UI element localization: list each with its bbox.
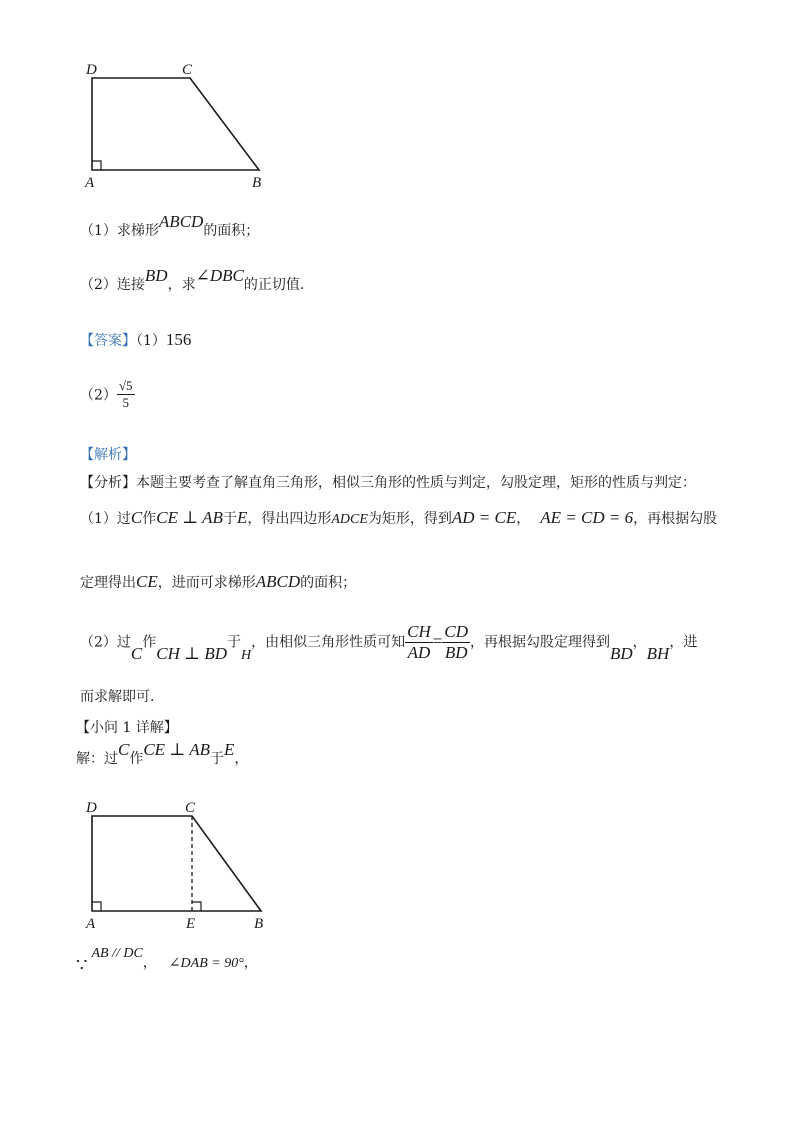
q2-text-2: ，求 <box>167 277 196 293</box>
s2-t6: ， <box>632 634 647 651</box>
detail-line <box>76 740 249 768</box>
s1-t4: ，得出四边形 <box>247 511 332 527</box>
because-t1: ， <box>142 955 157 971</box>
because-line <box>76 946 258 976</box>
analysis-summary: 【分析】本题主要考查了解直角三角形，相似三角形的性质与判定，勾股定理，矩形的性质与判定： <box>80 475 696 491</box>
right-angle-mark-a <box>92 902 101 911</box>
s2-t1: 过 <box>116 634 131 651</box>
right-angle-mark <box>92 161 101 170</box>
detail-t3: 于 <box>210 751 225 767</box>
label-C: C <box>185 800 196 816</box>
s1b-m1: CE <box>136 572 158 591</box>
answer-line-1 <box>80 330 191 350</box>
q1-num: （1） <box>80 223 117 239</box>
s2-m3: H <box>241 647 252 663</box>
question-1 <box>80 212 260 240</box>
q2-math-angle: ∠DBC <box>195 266 244 285</box>
analysis-step-2-cont: 而求解即可. <box>80 689 155 705</box>
s1-m2: CE ⊥ AB <box>156 508 223 527</box>
detail-t1: 解：过 <box>76 751 118 767</box>
detail-m2: CE ⊥ AB <box>143 740 211 759</box>
answer-tag: 【答案】 <box>80 333 136 349</box>
s1-m1: C <box>130 508 143 527</box>
answer-1-num: （1） <box>136 333 166 349</box>
question-2 <box>80 266 305 294</box>
label-A: A <box>85 175 95 191</box>
s2-f1-den: AD <box>407 643 431 662</box>
s1-t1: 过 <box>116 511 131 527</box>
detail-tag: 【小问 1 详解】 <box>76 720 178 736</box>
s2-m2: CH ⊥ BD <box>156 643 228 663</box>
s2-t5: ，再根据勾股定理得到 <box>470 634 610 651</box>
s1-m4: ADCE <box>331 512 368 527</box>
s1-t5: 为矩形，得到 <box>367 511 452 527</box>
analysis-step-1 <box>80 508 717 528</box>
s1-t7: ，再根据勾股 <box>633 511 718 527</box>
s1b-t2: ，进而可求梯形 <box>157 575 256 591</box>
detail-m1: C <box>118 740 130 759</box>
s1-m3: E <box>236 508 248 527</box>
trapezoid-outline <box>92 78 259 170</box>
right-angle-mark-e <box>192 902 201 911</box>
answer-2-denominator: 5 <box>122 395 129 410</box>
s2-t2: 作 <box>142 634 157 651</box>
s2-m5: BH <box>646 643 670 663</box>
q1-text: 求梯形 <box>116 223 159 239</box>
s1b-m2: ABCD <box>255 572 301 591</box>
s1-t3: 于 <box>222 511 237 527</box>
s2-eq: = <box>432 631 443 651</box>
s1-num: （1） <box>80 511 117 527</box>
s1b-t3: 的面积； <box>300 575 357 591</box>
label-A: A <box>86 916 96 932</box>
answer-2-num: （2） <box>80 387 117 404</box>
s2-fraction-ch-ad <box>405 622 433 663</box>
analysis-step-2 <box>80 622 697 663</box>
answer-2-fraction <box>117 378 135 411</box>
label-B: B <box>254 916 264 932</box>
q1-text-end: 的面积； <box>203 223 260 239</box>
s2-f2-num: CD <box>444 622 468 641</box>
label-C: C <box>182 62 193 78</box>
because-m1: AB // DC <box>91 946 143 961</box>
because-m2: ∠DAB = 90° <box>168 956 244 971</box>
because-t2: ， <box>243 955 258 971</box>
analysis-step-1-cont <box>80 572 356 592</box>
s2-m4: BD <box>610 643 633 663</box>
answer-line-2 <box>80 378 135 411</box>
s2-fraction-cd-bd <box>442 622 470 663</box>
detail-t4: ， <box>234 751 249 767</box>
label-D: D <box>86 62 97 78</box>
label-E: E <box>186 916 196 932</box>
q2-text: 连接 <box>116 277 145 293</box>
s2-m1: C <box>130 643 143 663</box>
s1b-t1: 定理得出 <box>80 575 136 591</box>
q2-math-bd: BD <box>144 266 168 285</box>
q1-math: ABCD <box>158 212 204 231</box>
trapezoid-figure-1 <box>78 58 278 193</box>
analysis-tag: 【解析】 <box>80 447 136 463</box>
label-D: D <box>86 800 97 816</box>
detail-t2: 作 <box>129 751 144 767</box>
detail-m3: E <box>224 740 235 759</box>
trapezoid-figure-2 <box>78 795 278 935</box>
answer-1-value: 156 <box>165 330 192 349</box>
trapezoid-outline-2 <box>92 816 261 911</box>
because-symbol: ∵ <box>76 955 88 976</box>
s1-t2: 作 <box>142 511 157 527</box>
s2-t3: 于 <box>227 634 242 651</box>
answer-2-numerator: √5 <box>118 378 133 393</box>
q2-text-3: 的正切值. <box>243 277 305 293</box>
s1-t6: ， <box>516 511 531 527</box>
s1-m5: AD = CE <box>451 508 517 527</box>
label-B: B <box>252 175 262 191</box>
s2-f2-den: BD <box>444 643 468 662</box>
s1-m6: AE = CD = 6 <box>540 508 634 527</box>
s2-f1-num: CH <box>407 622 431 641</box>
s2-num: （2） <box>80 634 117 651</box>
s2-t4: ，由相似三角形性质可知 <box>251 634 406 651</box>
q2-num: （2） <box>80 277 117 293</box>
s2-t7: ，进 <box>669 634 698 651</box>
